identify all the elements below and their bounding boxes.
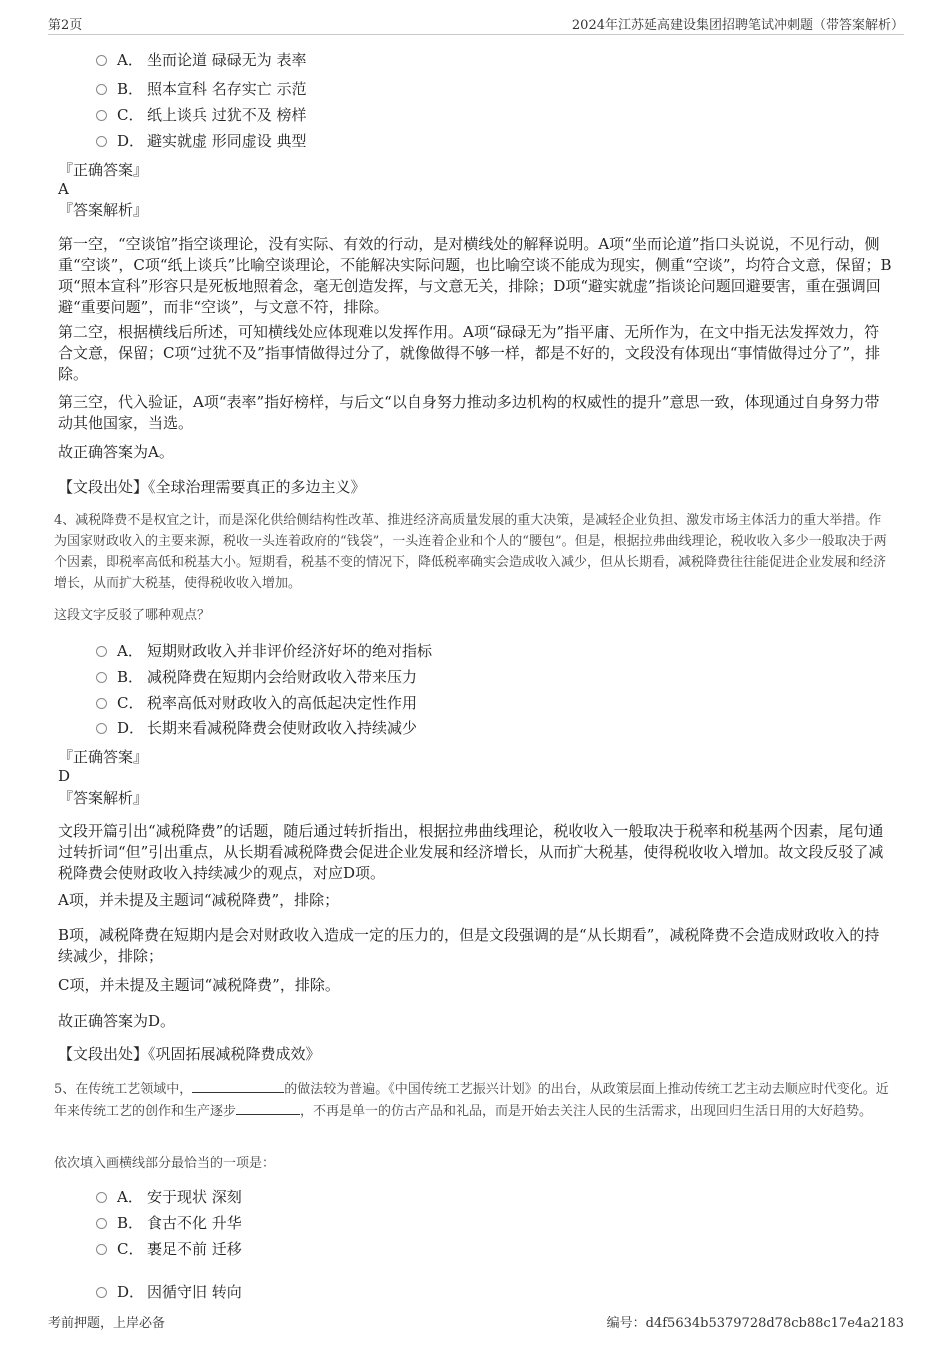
q4-analysis-p1: 文段开篇引出“减税降费”的话题，随后通过转折指出，根据拉弗曲线理论，税收收入一般取决于税率和税基两个因素，尾句通过转折词“但”引出重点，从长期看减税降费会促进企业发展和经济增长，从而扩大税基，使得税收收入增加。故文段反驳了减税降费会使财政收入持续减少的观点，对应D项。 xyxy=(58,822,884,882)
q4-question: 这段文字反驳了哪种观点？ xyxy=(54,608,211,623)
q3-answer: A xyxy=(58,180,69,198)
radio-icon[interactable] xyxy=(96,110,107,121)
q4-answer: D xyxy=(58,767,71,785)
q3-option-a[interactable]: A． 坐而论道 碌碌无为 表率 xyxy=(96,49,307,71)
q5-option-c[interactable]: C． 裹足不前 迁移 xyxy=(96,1238,242,1260)
radio-icon[interactable] xyxy=(96,136,107,147)
q4-analysis-label: 『答案解析』 xyxy=(58,789,149,807)
q3-analysis-p4: 故正确答案为A。 xyxy=(58,443,174,461)
q5-question: 依次填入画横线部分最恰当的一项是： xyxy=(54,1156,276,1171)
q5-option-d[interactable]: D． 因循守旧 转向 xyxy=(96,1281,242,1303)
q5-option-a[interactable]: A． 安于现状 深刻 xyxy=(96,1186,242,1208)
radio-icon[interactable] xyxy=(96,1244,107,1255)
q4-option-c[interactable]: C． 税率高低对财政收入的高低起决定性作用 xyxy=(96,692,417,714)
q4-analysis-p5: 故正确答案为D。 xyxy=(58,1012,176,1030)
radio-icon[interactable] xyxy=(96,698,107,709)
page-number: 第2页 xyxy=(48,18,83,33)
q4-analysis-p2: A项，并未提及主题词“减税降费”，排除； xyxy=(58,891,340,909)
q3-source: 【文段出处】《全球治理需要真正的多边主义》 xyxy=(58,478,366,496)
q3-analysis-p3: 第三空，代入验证，A项“表率”指好榜样，与后文“以自身努力推动多边机构的权威性的提升”意思一致，体现通过自身努力带动其他国家，当选。 xyxy=(58,393,880,432)
document-code-value: d4f5634b5379728d78cb88c17e4a2183 xyxy=(645,1316,904,1331)
radio-icon[interactable] xyxy=(96,1218,107,1229)
q3-analysis-label: 『答案解析』 xyxy=(58,201,149,219)
q4-option-a[interactable]: A． 短期财政收入并非评价经济好坏的绝对指标 xyxy=(96,640,432,662)
page-header xyxy=(48,12,904,35)
q3-option-c[interactable]: C． 纸上谈兵 过犹不及 榜样 xyxy=(96,104,307,126)
radio-icon[interactable] xyxy=(96,55,107,66)
q4-option-b[interactable]: B． 减税降费在短期内会给财政收入带来压力 xyxy=(96,666,417,688)
radio-icon[interactable] xyxy=(96,84,107,95)
q3-option-b[interactable]: B． 照本宣科 名存实亡 示范 xyxy=(96,78,307,100)
document-code: 编号：d4f5634b5379728d78cb88c17e4a2183 xyxy=(606,1316,904,1331)
q3-analysis-p1: 第一空，“空谈馆”指空谈理论，没有实际、有效的行动，是对横线处的解释说明。A项“坐而论道”指口头说说，不见行动，侧重“空谈”，C项“纸上谈兵”比喻空谈理论，不能解决实际问题，也比喻空谈不能成为现实，侧重“空谈”，均符合文意，保留；B项“照本宣科”形容只是死板地照着念，毫无创造发挥，与文意无关，排除；D项“避实就虚”指谈论问题回避要害，重在强调回避“重要问题”，而非“空谈”，与文意不符，排除。 xyxy=(58,235,892,316)
q3-answer-label: 『正确答案』 xyxy=(58,161,149,179)
q4-option-d[interactable]: D． 长期来看减税降费会使财政收入持续减少 xyxy=(96,717,417,739)
q4-analysis-p4: C项，并未提及主题词“减税降费”，排除。 xyxy=(58,976,340,994)
radio-icon[interactable] xyxy=(96,1287,107,1298)
footer-slogan: 考前押题，上岸必备 xyxy=(48,1316,166,1331)
q3-analysis-p2: 第二空，根据横线后所述，可知横线处应体现难以发挥作用。A项“碌碌无为”指平庸、无所作为，在文中指无法发挥效力，符合文意，保留；C项“过犹不及”指事情做得过分了，就像做得不够一样，都是不好的，文段没有体现出“事情做得过分了”，排除。 xyxy=(58,323,881,383)
q3-option-d[interactable]: D． 避实就虚 形同虚设 典型 xyxy=(96,130,307,152)
document-title: 2024年江苏延高建设集团招聘笔试冲刺题（带答案解析） xyxy=(571,18,904,33)
q5-option-b[interactable]: B． 食古不化 升华 xyxy=(96,1212,242,1234)
q4-analysis-p3: B项，减税降费在短期内是会对财政收入造成一定的压力的，但是文段强调的是“从长期看”，减税降费不会造成财政收入的持续减少，排除； xyxy=(58,926,880,965)
radio-icon[interactable] xyxy=(96,1192,107,1203)
q4-source: 【文段出处】《巩固拓展减税降费成效》 xyxy=(58,1045,321,1063)
q5-blank-2 xyxy=(236,1100,300,1115)
q4-stem: 4、减税降费不是权宜之计，而是深化供给侧结构性改革、推进经济高质量发展的重大决策，是减轻企业负担、激发市场主体活力的重大举措。作为国家财政收入的主要来源，税收一头连着政府的“钱袋”，一头连着企业和个人的“腰包”。但是，根据拉弗曲线理论，税收收入多少一般取决于两个因素，即税率高低和税基大小。短期看，税基不变的情况下，降低税率确实会造成收入减少，但从长期看，减税降费往往能促进企业发展和经济增长，从而扩大税基，使得税收收入增加。 xyxy=(54,513,887,591)
radio-icon[interactable] xyxy=(96,672,107,683)
q5-stem: 5、在传统工艺领域中， 的做法较为普遍。《中国传统工艺振兴计划》的出台，从政策层面上推动传统工艺主动去顺应时代变化。近年来传统工艺的创作和生产逐步 ，不再是单一的仿古产品和礼品，而是开始去关注人民的生活需求，出现回归生活日用的大好趋势。 xyxy=(54,1078,894,1122)
radio-icon[interactable] xyxy=(96,646,107,657)
q4-answer-label: 『正确答案』 xyxy=(58,748,149,766)
radio-icon[interactable] xyxy=(96,723,107,734)
q5-blank-1 xyxy=(192,1078,284,1093)
